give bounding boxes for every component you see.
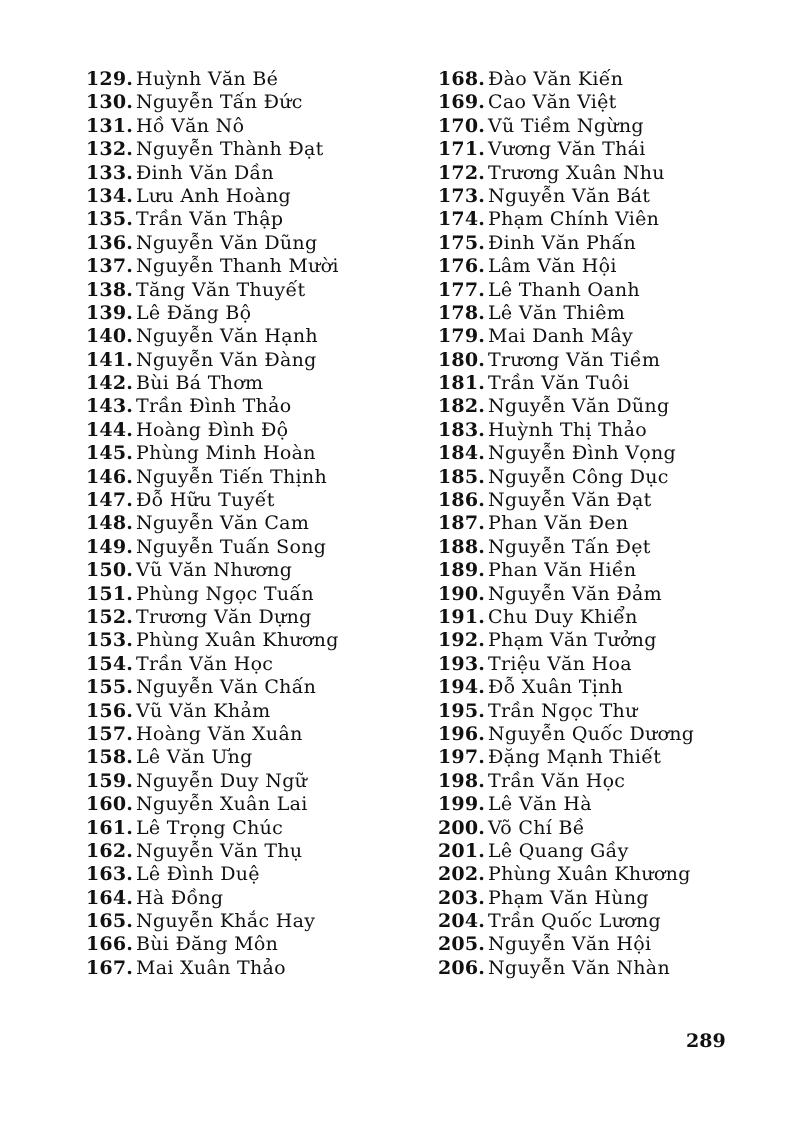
entry-name: Nguyễn Văn Nhàn <box>488 956 670 979</box>
list-item <box>438 68 768 91</box>
list-item <box>438 957 768 980</box>
names-list-right <box>438 68 768 980</box>
list-item <box>86 887 416 910</box>
entry-name: Nguyễn Xuân Lai <box>136 793 308 816</box>
entry-name: Nguyễn Văn Thụ <box>136 839 303 862</box>
entry-name: Trần Quốc Lương <box>488 910 661 933</box>
entry-number: 191. <box>438 605 486 628</box>
entry-number: 169. <box>438 91 486 114</box>
list-item <box>86 863 416 886</box>
entry-name: Phùng Ngọc Tuấn <box>136 582 314 605</box>
entry-number: 192. <box>438 629 486 652</box>
entry-number: 133. <box>86 161 134 184</box>
entry-number: 158. <box>86 746 134 769</box>
entry-number: 141. <box>86 348 134 371</box>
entry-number: 146. <box>86 465 134 488</box>
entry-name: Huỳnh Thị Thảo <box>488 418 647 441</box>
entry-name: Phan Văn Đen <box>488 512 629 535</box>
entry-name: Nguyễn Quốc Dương <box>488 722 695 745</box>
list-item <box>86 302 416 325</box>
entry-number: 202. <box>438 863 486 886</box>
list-item <box>438 723 768 746</box>
entry-number: 167. <box>86 956 134 979</box>
names-list-left <box>86 68 416 980</box>
list-item <box>438 395 768 418</box>
entry-name: Phạm Văn Hùng <box>488 886 649 909</box>
entry-number: 131. <box>86 114 134 137</box>
list-item <box>86 933 416 956</box>
entry-name: Phạm Văn Tưởng <box>488 629 657 652</box>
entry-number: 148. <box>86 512 134 535</box>
entry-number: 135. <box>86 208 134 231</box>
entry-name: Mai Xuân Thảo <box>136 956 286 979</box>
entry-name: Huỳnh Văn Bé <box>136 68 279 90</box>
list-item <box>86 723 416 746</box>
entry-name: Lê Văn Ưng <box>136 746 253 769</box>
entry-number: 153. <box>86 629 134 652</box>
list-item <box>438 559 768 582</box>
entry-number: 198. <box>438 769 486 792</box>
entry-name: Triệu Văn Hoa <box>488 652 632 675</box>
entry-name: Trần Văn Học <box>136 652 274 675</box>
entry-number: 138. <box>86 278 134 301</box>
entry-name: Lê Văn Hà <box>488 793 592 816</box>
list-item <box>438 700 768 723</box>
entry-name: Trần Đình Thảo <box>136 395 292 418</box>
entry-number: 197. <box>438 746 486 769</box>
list-item <box>86 279 416 302</box>
entry-name: Tăng Văn Thuyết <box>136 278 306 301</box>
entry-name: Đỗ Xuân Tịnh <box>488 676 624 699</box>
entry-number: 129. <box>86 68 134 90</box>
entry-name: Nguyễn Văn Dũng <box>488 395 670 418</box>
list-item <box>86 349 416 372</box>
entry-name: Lê Văn Thiêm <box>488 301 626 324</box>
list-item <box>86 138 416 161</box>
entry-number: 156. <box>86 699 134 722</box>
list-item <box>438 442 768 465</box>
entry-number: 162. <box>86 839 134 862</box>
list-item <box>438 512 768 535</box>
entry-number: 143. <box>86 395 134 418</box>
list-item <box>86 606 416 629</box>
entry-name: Trương Văn Tiềm <box>488 348 661 371</box>
list-item <box>438 466 768 489</box>
list-item <box>86 162 416 185</box>
entry-name: Bùi Đăng Môn <box>136 933 279 956</box>
entry-name: Lưu Anh Hoàng <box>136 184 291 207</box>
entry-number: 170. <box>438 114 486 137</box>
list-item <box>86 325 416 348</box>
entry-number: 177. <box>438 278 486 301</box>
entry-name: Nguyễn Tấn Đức <box>136 91 303 114</box>
entry-name: Bùi Bá Thơm <box>136 372 264 395</box>
list-item <box>86 746 416 769</box>
list-item <box>86 653 416 676</box>
list-item <box>86 840 416 863</box>
list-item <box>438 419 768 442</box>
list-item <box>438 629 768 652</box>
entry-name: Nguyễn Văn Chấn <box>136 676 317 699</box>
entry-number: 181. <box>438 372 486 395</box>
entry-number: 154. <box>86 652 134 675</box>
entry-name: Vũ Tiềm Ngừng <box>488 114 644 137</box>
entry-number: 145. <box>86 442 134 465</box>
entry-name: Đào Văn Kiến <box>488 68 624 90</box>
entry-name: Phùng Xuân Khương <box>488 863 691 886</box>
list-item <box>438 162 768 185</box>
entry-number: 136. <box>86 231 134 254</box>
entry-number: 180. <box>438 348 486 371</box>
entry-name: Đặng Mạnh Thiết <box>488 746 662 769</box>
entry-number: 140. <box>86 325 134 348</box>
entry-number: 193. <box>438 652 486 675</box>
entry-name: Nguyễn Duy Ngữ <box>136 769 308 792</box>
list-item <box>86 817 416 840</box>
entry-number: 172. <box>438 161 486 184</box>
entry-name: Nguyễn Văn Đàng <box>136 348 317 371</box>
entry-number: 142. <box>86 372 134 395</box>
entry-name: Nguyễn Văn Dũng <box>136 231 318 254</box>
list-item <box>86 185 416 208</box>
entry-name: Phan Văn Hiền <box>488 559 637 582</box>
list-item <box>438 279 768 302</box>
list-item <box>86 536 416 559</box>
list-item <box>438 817 768 840</box>
entry-number: 174. <box>438 208 486 231</box>
list-item <box>86 910 416 933</box>
list-item <box>86 629 416 652</box>
list-item <box>438 208 768 231</box>
list-item <box>438 255 768 278</box>
list-item <box>438 887 768 910</box>
entry-number: 195. <box>438 699 486 722</box>
list-item <box>86 583 416 606</box>
entry-name: Vũ Văn Nhương <box>136 559 293 582</box>
list-item <box>86 208 416 231</box>
entry-name: Nguyễn Văn Hội <box>488 933 652 956</box>
entry-name: Lê Trọng Chúc <box>136 816 284 839</box>
entry-name: Nguyễn Tấn Đẹt <box>488 535 651 558</box>
entry-name: Cao Văn Việt <box>488 91 617 114</box>
entry-name: Lê Đình Duệ <box>136 863 260 886</box>
entry-number: 155. <box>86 676 134 699</box>
page-number: 289 <box>686 1030 726 1052</box>
entry-number: 137. <box>86 255 134 278</box>
entry-number: 185. <box>438 465 486 488</box>
entry-name: Lê Quang Gầy <box>488 839 629 862</box>
entry-number: 151. <box>86 582 134 605</box>
entry-number: 164. <box>86 886 134 909</box>
list-item <box>86 700 416 723</box>
list-item <box>438 606 768 629</box>
entry-number: 182. <box>438 395 486 418</box>
entry-number: 175. <box>438 231 486 254</box>
entry-number: 201. <box>438 839 486 862</box>
entry-name: Nguyễn Công Dục <box>488 465 669 488</box>
entry-number: 187. <box>438 512 486 535</box>
entry-number: 161. <box>86 816 134 839</box>
entry-name: Mai Danh Mây <box>488 325 634 348</box>
entry-name: Nguyễn Tuấn Song <box>136 535 327 558</box>
entry-name: Trương Văn Dựng <box>136 605 312 628</box>
entry-number: 163. <box>86 863 134 886</box>
list-item <box>86 419 416 442</box>
list-item <box>86 115 416 138</box>
entry-name: Hoàng Văn Xuân <box>136 722 303 745</box>
list-item <box>438 185 768 208</box>
entry-number: 203. <box>438 886 486 909</box>
entry-name: Nguyễn Tiến Thịnh <box>136 465 327 488</box>
entry-number: 196. <box>438 722 486 745</box>
entry-number: 166. <box>86 933 134 956</box>
entry-name: Nguyễn Thanh Mười <box>136 255 339 278</box>
entry-name: Trần Văn Học <box>488 769 626 792</box>
list-item <box>86 793 416 816</box>
list-item <box>438 325 768 348</box>
entry-number: 139. <box>86 301 134 324</box>
entry-name: Đinh Văn Phấn <box>488 231 637 254</box>
list-item <box>438 91 768 114</box>
list-item <box>86 559 416 582</box>
list-item <box>438 653 768 676</box>
list-item <box>438 770 768 793</box>
list-item <box>438 489 768 512</box>
entry-name: Nguyễn Văn Đạt <box>488 489 652 512</box>
list-item <box>86 489 416 512</box>
list-item <box>438 138 768 161</box>
list-item <box>438 910 768 933</box>
entry-number: 168. <box>438 68 486 90</box>
entry-name: Trần Ngọc Thư <box>488 699 638 722</box>
entry-name: Nguyễn Đình Vọng <box>488 442 677 465</box>
list-item <box>86 255 416 278</box>
entry-number: 176. <box>438 255 486 278</box>
entry-number: 173. <box>438 184 486 207</box>
entry-number: 178. <box>438 301 486 324</box>
entry-number: 150. <box>86 559 134 582</box>
list-item <box>438 115 768 138</box>
entry-number: 130. <box>86 91 134 114</box>
entry-number: 165. <box>86 910 134 933</box>
entry-number: 144. <box>86 418 134 441</box>
entry-name: Chu Duy Khiển <box>488 605 638 628</box>
entry-number: 188. <box>438 535 486 558</box>
entry-number: 184. <box>438 442 486 465</box>
list-item <box>438 349 768 372</box>
entry-number: 199. <box>438 793 486 816</box>
list-item <box>86 676 416 699</box>
entry-number: 160. <box>86 793 134 816</box>
entry-name: Vũ Văn Khảm <box>136 699 271 722</box>
list-item <box>86 395 416 418</box>
entry-name: Nguyễn Văn Hạnh <box>136 325 318 348</box>
list-item <box>438 793 768 816</box>
list-item <box>438 746 768 769</box>
entry-number: 149. <box>86 535 134 558</box>
entry-number: 200. <box>438 816 486 839</box>
entry-name: Nguyễn Văn Bát <box>488 184 651 207</box>
list-item <box>438 583 768 606</box>
list-item <box>86 466 416 489</box>
entry-number: 134. <box>86 184 134 207</box>
entry-name: Lê Thanh Oanh <box>488 278 640 301</box>
entry-name: Hồ Văn Nô <box>136 114 245 137</box>
list-item <box>438 863 768 886</box>
list-item <box>86 232 416 255</box>
list-item <box>438 840 768 863</box>
entry-number: 157. <box>86 722 134 745</box>
entry-number: 189. <box>438 559 486 582</box>
entry-name: Nguyễn Văn Cam <box>136 512 310 535</box>
list-item <box>86 442 416 465</box>
list-item <box>86 91 416 114</box>
list-item <box>438 676 768 699</box>
entry-name: Đỗ Hữu Tuyết <box>136 489 275 512</box>
entry-name: Phùng Xuân Khương <box>136 629 339 652</box>
list-item <box>86 957 416 980</box>
list-item <box>438 372 768 395</box>
entry-number: 147. <box>86 489 134 512</box>
list-item <box>86 770 416 793</box>
entry-number: 204. <box>438 910 486 933</box>
entry-name: Nguyễn Văn Đảm <box>488 582 662 605</box>
entry-number: 205. <box>438 933 486 956</box>
list-item <box>86 68 416 91</box>
entry-name: Đinh Văn Dần <box>136 161 274 184</box>
entry-number: 179. <box>438 325 486 348</box>
entry-name: Trần Văn Thập <box>136 208 284 231</box>
entry-name: Nguyễn Khắc Hay <box>136 910 316 933</box>
entry-name: Vương Văn Thái <box>488 138 646 161</box>
entry-name: Phạm Chính Viên <box>488 208 660 231</box>
entry-number: 132. <box>86 138 134 161</box>
list-item <box>438 933 768 956</box>
list-item <box>86 512 416 535</box>
entry-name: Nguyễn Thành Đạt <box>136 138 324 161</box>
entry-name: Lâm Văn Hội <box>488 255 617 278</box>
list-item <box>86 372 416 395</box>
entry-name: Phùng Minh Hoàn <box>136 442 316 465</box>
list-item <box>438 302 768 325</box>
entry-number: 152. <box>86 605 134 628</box>
entry-name: Trần Văn Tuôi <box>488 372 630 395</box>
list-item <box>438 232 768 255</box>
entry-number: 190. <box>438 582 486 605</box>
list-item <box>438 536 768 559</box>
entry-name: Hà Đồng <box>136 886 224 909</box>
entry-name: Võ Chí Bề <box>488 816 585 839</box>
entry-name: Lê Đăng Bộ <box>136 301 252 324</box>
entry-number: 186. <box>438 489 486 512</box>
entry-number: 206. <box>438 956 486 979</box>
entry-number: 159. <box>86 769 134 792</box>
entry-name: Hoàng Đình Độ <box>136 418 289 441</box>
entry-name: Trương Xuân Nhu <box>488 161 665 184</box>
entry-number: 194. <box>438 676 486 699</box>
entry-number: 183. <box>438 418 486 441</box>
entry-number: 171. <box>438 138 486 161</box>
